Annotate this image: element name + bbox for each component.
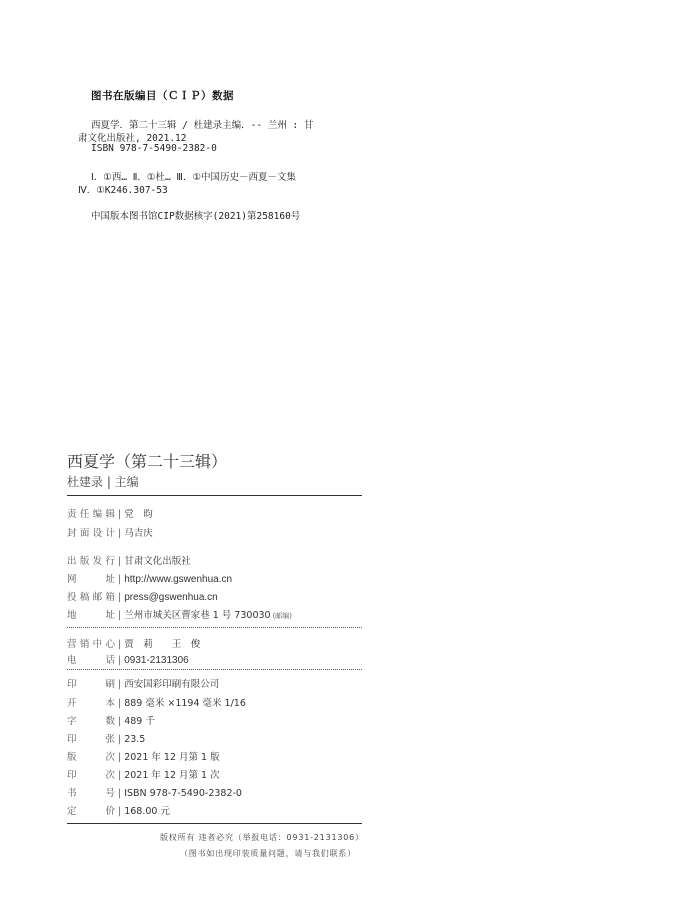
cip-isbn: ISBN 978-7-5490-2382-0 [91,143,217,154]
divider-dotted [67,669,362,670]
cip-record-number: 中国版本图书馆CIP数据核字(2021)第258160号 [91,211,301,222]
spec-row: 印 次 | 2021 年 12 月第 1 次 [67,767,220,781]
value: 889 毫米 ×1194 毫米 1/16 [124,698,246,709]
label: 营销中心 [67,639,115,650]
row-publisher: 出版发行 | 甘肃文化出版社 [67,553,191,567]
label: 投稿邮箱 [67,592,115,603]
spec-row: 版 次 | 2021 年 12 月第 1 版 [67,749,220,763]
cip-line: 肃文化出版社, 2021.12 [78,133,187,144]
value: 马吉庆 [124,528,153,539]
value: 489 千 [124,716,155,727]
copyright-notice: 版权所有 违者必究（举报电话：0931-2131306） [160,833,364,842]
spec-row: 开 本 | 889 毫米 ×1194 毫米 1/16 [67,695,246,709]
label: 印 次 [67,770,115,781]
label: 责任编辑 [67,509,115,520]
chief-editor: 杜建录 | 主编 [67,475,139,489]
divider-solid [67,823,362,824]
value: 168.00 元 [124,806,170,817]
label: 网 址 [67,574,115,585]
value: 甘肃文化出版社 [124,556,191,567]
email-link[interactable]: press@gswenhua.cn [124,592,218,603]
website-link[interactable]: http://www.gswenhua.cn [124,574,233,585]
label: 印 张 [67,734,115,745]
label: 定 价 [67,806,115,817]
value: 2021 年 12 月第 1 次 [124,770,220,781]
quality-notice: （图书如出现印装质量问题，请与我们联系） [180,849,356,858]
book-title: 西夏学（第二十三辑） [67,452,228,471]
row-marketing-center: 营销中心 | 贾 莉 王 俊 [67,636,200,650]
value: 2021 年 12 月第 1 版 [124,752,220,763]
label: 字 数 [67,716,115,727]
row-editor-in-charge: 责任编辑 | 党 昀 [67,506,153,520]
row-cover-design: 封面设计 | 马吉庆 [67,525,153,539]
label: 封面设计 [67,528,115,539]
spec-row: 印 张 | 23.5 [67,731,145,745]
label: 印 刷 [67,679,115,690]
cip-classification-code: Ⅳ．①K246.307-53 [78,185,168,196]
spec-row: 字 数 | 489 千 [67,713,155,727]
spec-row: 书 号 | ISBN 978-7-5490-2382-0 [67,785,242,799]
cip-classification: Ⅰ．①西… Ⅱ．①杜… Ⅲ．①中国历史－西夏－文集 [91,172,296,183]
row-phone: 电 话 | 0931-2131306 [67,652,189,666]
spec-row: 印 刷 | 西安国彩印刷有限公司 [67,676,219,690]
label: 书 号 [67,788,115,799]
spec-row: 定 价 | 168.00 元 [67,803,170,817]
row-website: 网 址 | http://www.gswenhua.cn [67,571,232,585]
label: 版 次 [67,752,115,763]
postcode-note: (邮编) [272,612,293,620]
label: 地 址 [67,610,115,621]
value: 0931-2131306 [124,655,189,666]
cip-title: 图书在版编目（ＣＩＰ）数据 [91,90,234,102]
value: ISBN 978-7-5490-2382-0 [124,788,242,799]
label: 开 本 [67,698,115,709]
value: 兰州市城关区曹家巷 1 号 730030 [124,610,271,621]
value: 党 昀 [124,509,153,520]
value: 贾 莉 王 俊 [124,639,201,650]
divider-solid [67,495,362,496]
label: 出版发行 [67,556,115,567]
cip-line: 西夏学．第二十三辑 / 杜建录主编．-- 兰州 : 甘 [91,120,314,131]
value: 23.5 [124,734,146,745]
label: 电 话 [67,655,115,666]
row-address: 地 址 | 兰州市城关区曹家巷 1 号 730030 (邮编) [67,607,292,621]
divider-dotted [67,627,362,628]
row-email: 投稿邮箱 | press@gswenhua.cn [67,589,218,603]
value: 西安国彩印刷有限公司 [124,679,220,690]
